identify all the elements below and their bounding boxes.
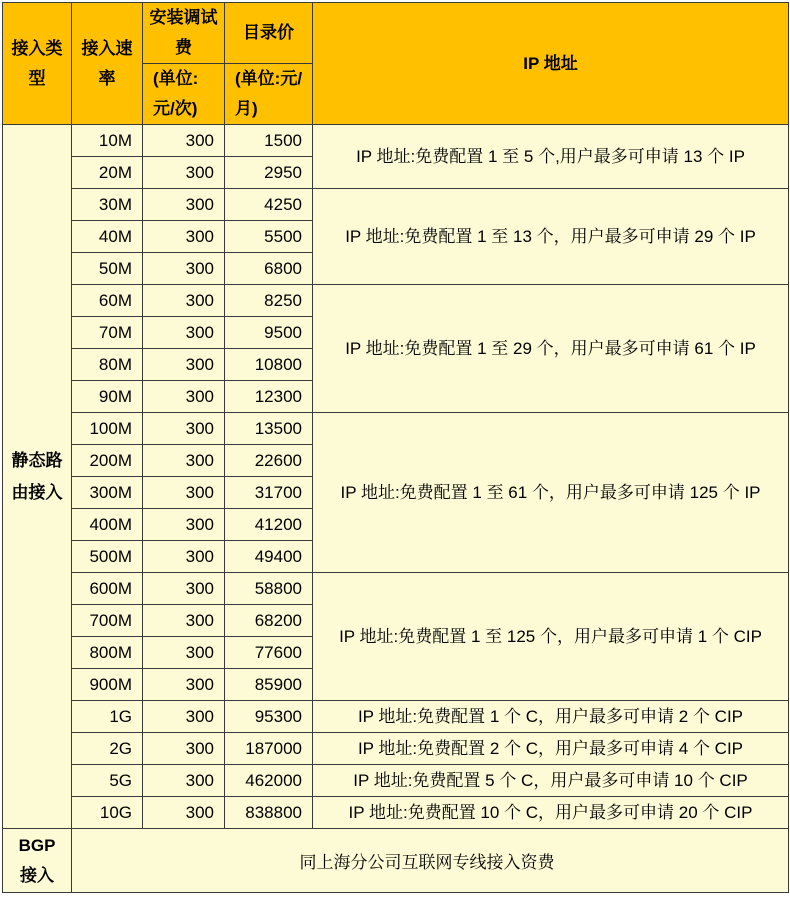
rate-cell: 70M	[72, 317, 143, 349]
rate-cell: 300M	[72, 477, 143, 509]
price-cell: 22600	[225, 445, 313, 477]
price-cell: 10800	[225, 349, 313, 381]
rate-cell: 10M	[72, 125, 143, 157]
tariff-table	[2, 2, 789, 893]
rate-cell: 500M	[72, 541, 143, 573]
fee-cell: 300	[143, 669, 225, 701]
table-row	[3, 573, 789, 605]
price-cell: 5500	[225, 221, 313, 253]
ip-cell: IP 地址:免费配置 1 至 5 个,用户最多可申请 13 个 IP	[313, 125, 789, 189]
fee-cell: 300	[143, 221, 225, 253]
price-cell: 6800	[225, 253, 313, 285]
fee-cell: 300	[143, 349, 225, 381]
rate-cell: 20M	[72, 157, 143, 189]
rate-cell: 5G	[72, 765, 143, 797]
ip-cell: IP 地址:免费配置 2 个 C，用户最多可申请 4 个 CIP	[313, 733, 789, 765]
price-cell: 31700	[225, 477, 313, 509]
fee-cell: 300	[143, 253, 225, 285]
ip-cell: IP 地址:免费配置 1 至 125 个，用户最多可申请 1 个 CIP	[313, 573, 789, 701]
table-row	[3, 765, 789, 797]
header-install-fee: 安装调试费	[143, 3, 225, 64]
rate-cell: 80M	[72, 349, 143, 381]
table-row	[3, 829, 789, 893]
header-access-type: 接入类型	[3, 3, 72, 125]
fee-cell: 300	[143, 381, 225, 413]
price-cell: 85900	[225, 669, 313, 701]
rate-cell: 30M	[72, 189, 143, 221]
table-body	[3, 125, 789, 893]
fee-cell: 300	[143, 509, 225, 541]
price-cell: 58800	[225, 573, 313, 605]
fee-cell: 300	[143, 157, 225, 189]
price-cell: 187000	[225, 733, 313, 765]
fee-cell: 300	[143, 797, 225, 829]
price-cell: 95300	[225, 701, 313, 733]
rate-cell: 90M	[72, 381, 143, 413]
table-row	[3, 285, 789, 317]
table-row	[3, 413, 789, 445]
header-install-fee-unit: (单位:元/次)	[143, 64, 225, 125]
table-row	[3, 733, 789, 765]
price-cell: 8250	[225, 285, 313, 317]
rate-cell: 60M	[72, 285, 143, 317]
rate-cell: 10G	[72, 797, 143, 829]
rate-cell: 100M	[72, 413, 143, 445]
rate-cell: 700M	[72, 605, 143, 637]
fee-cell: 300	[143, 477, 225, 509]
ip-cell: IP 地址:免费配置 10 个 C，用户最多可申请 20 个 CIP	[313, 797, 789, 829]
fee-cell: 300	[143, 605, 225, 637]
price-cell: 13500	[225, 413, 313, 445]
fee-cell: 300	[143, 317, 225, 349]
header-list-price-unit: (单位:元/月)	[225, 64, 313, 125]
fee-cell: 300	[143, 189, 225, 221]
fee-cell: 300	[143, 701, 225, 733]
price-cell: 9500	[225, 317, 313, 349]
price-cell: 41200	[225, 509, 313, 541]
bgp-note-cell: 同上海分公司互联网专线接入资费	[72, 829, 789, 893]
fee-cell: 300	[143, 573, 225, 605]
table-row	[3, 797, 789, 829]
price-cell: 68200	[225, 605, 313, 637]
table-row	[3, 189, 789, 221]
rate-cell: 600M	[72, 573, 143, 605]
rate-cell: 800M	[72, 637, 143, 669]
price-cell: 77600	[225, 637, 313, 669]
fee-cell: 300	[143, 413, 225, 445]
price-cell: 12300	[225, 381, 313, 413]
header-ip-address: IP 地址	[313, 3, 789, 125]
ip-cell: IP 地址:免费配置 1 个 C，用户最多可申请 2 个 CIP	[313, 701, 789, 733]
price-cell: 4250	[225, 189, 313, 221]
fee-cell: 300	[143, 541, 225, 573]
fee-cell: 300	[143, 445, 225, 477]
ip-cell: IP 地址:免费配置 1 至 13 个，用户最多可申请 29 个 IP	[313, 189, 789, 285]
static-route-type-cell: 静态路由接入	[3, 125, 72, 829]
table-row	[3, 125, 789, 157]
price-cell: 49400	[225, 541, 313, 573]
rate-cell: 1G	[72, 701, 143, 733]
rate-cell: 200M	[72, 445, 143, 477]
rate-cell: 900M	[72, 669, 143, 701]
ip-cell: IP 地址:免费配置 5 个 C，用户最多可申请 10 个 CIP	[313, 765, 789, 797]
ip-cell: IP 地址:免费配置 1 至 29 个，用户最多可申请 61 个 IP	[313, 285, 789, 413]
rate-cell: 2G	[72, 733, 143, 765]
rate-cell: 40M	[72, 221, 143, 253]
rate-cell: 50M	[72, 253, 143, 285]
table-row	[3, 701, 789, 733]
price-cell: 462000	[225, 765, 313, 797]
fee-cell: 300	[143, 765, 225, 797]
price-cell: 838800	[225, 797, 313, 829]
price-cell: 1500	[225, 125, 313, 157]
ip-cell: IP 地址:免费配置 1 至 61 个，用户最多可申请 125 个 IP	[313, 413, 789, 573]
bgp-type-cell: BGP 接入	[3, 829, 72, 893]
fee-cell: 300	[143, 637, 225, 669]
fee-cell: 300	[143, 285, 225, 317]
header-list-price: 目录价	[225, 3, 313, 64]
fee-cell: 300	[143, 125, 225, 157]
header-access-rate: 接入速率	[72, 3, 143, 125]
rate-cell: 400M	[72, 509, 143, 541]
price-cell: 2950	[225, 157, 313, 189]
fee-cell: 300	[143, 733, 225, 765]
